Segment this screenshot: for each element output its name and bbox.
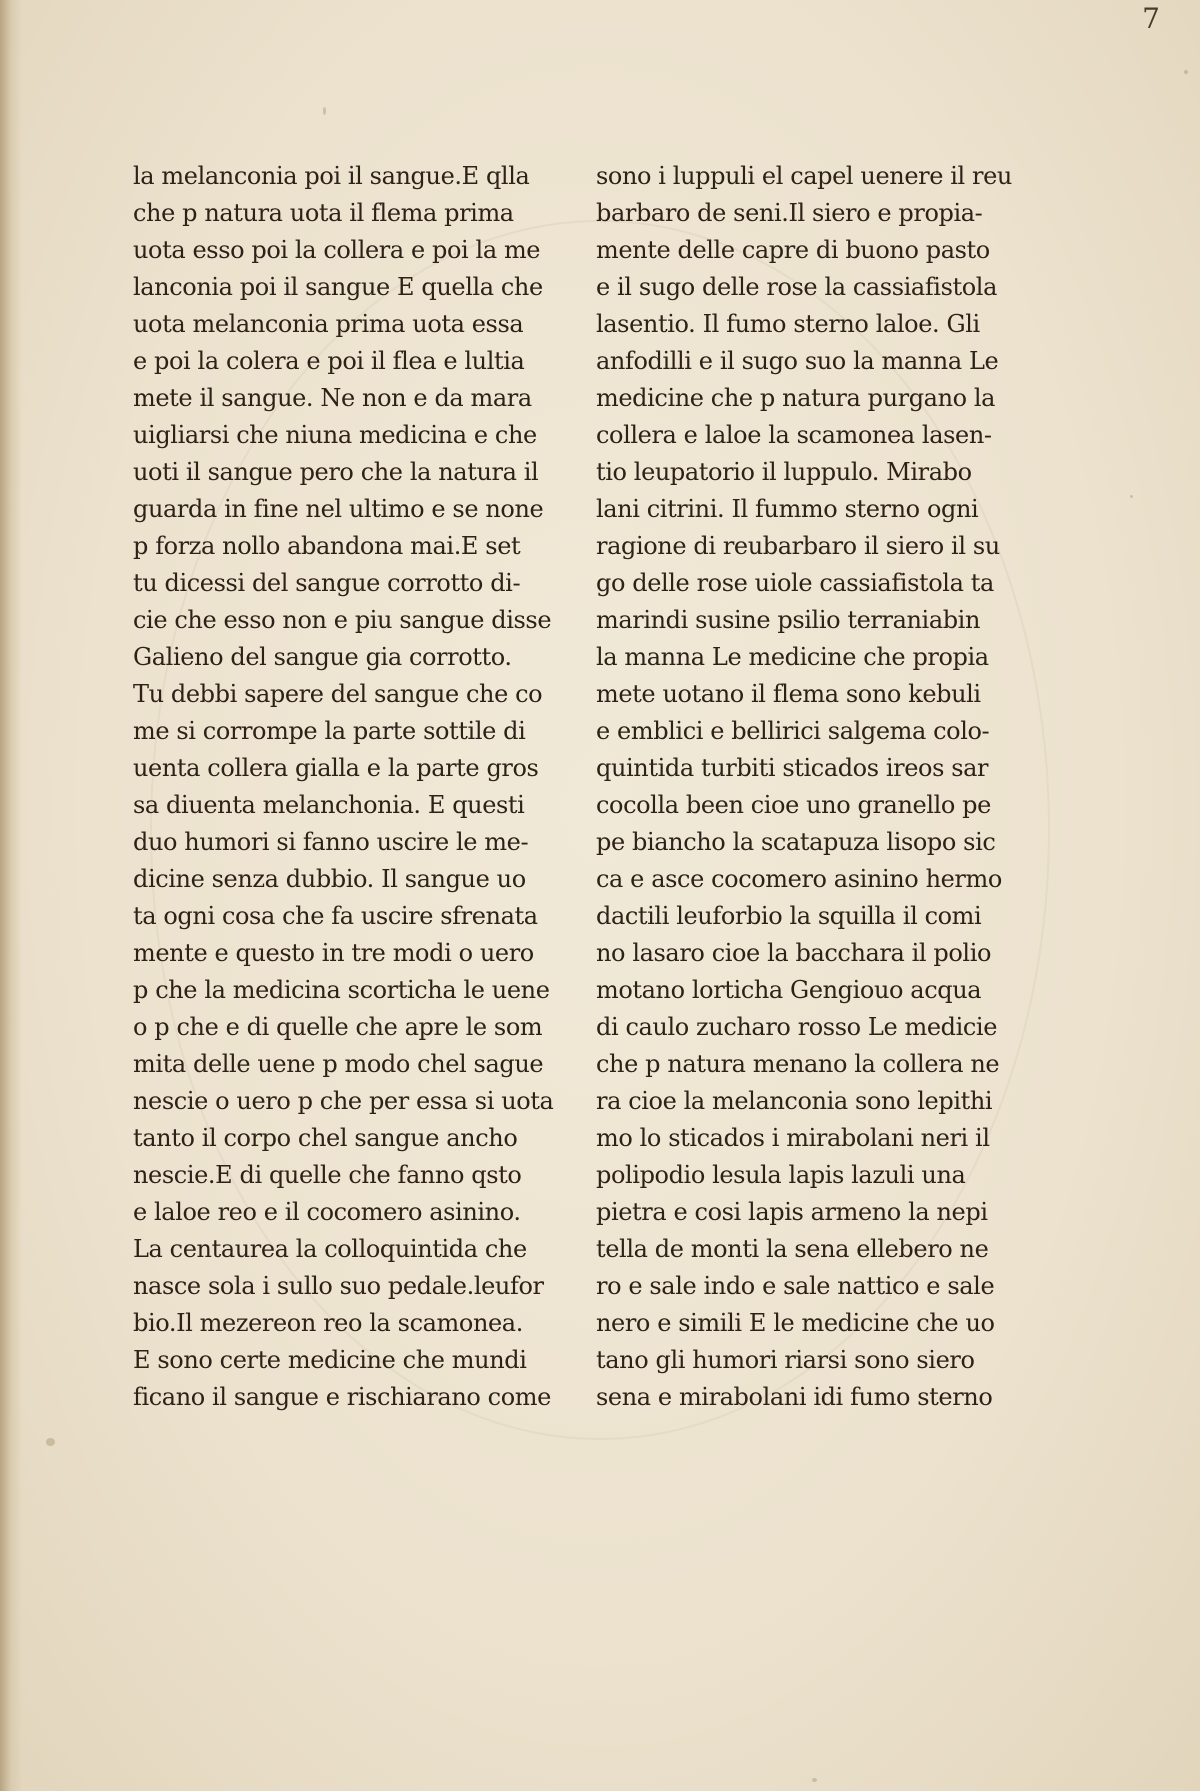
text-line: ta ogni cosa che fa uscire sfrenata [133, 902, 538, 930]
text-line: tanto il corpo chel sangue ancho [133, 1124, 518, 1152]
text-line: nescie o uero p che per essa si uota [133, 1087, 554, 1115]
text-line: ra cioe la melanconia sono lepithi [596, 1087, 993, 1115]
text-line: nero e simili E le medicine che uo [596, 1309, 995, 1337]
text-line: p forza nollo abandona mai.E set [133, 532, 521, 560]
paper-speck [1130, 495, 1133, 498]
text-line: e il sugo delle rose la cassiafistola [596, 273, 997, 301]
text-line: la melanconia poi il sangue.E qlla [133, 162, 530, 190]
text-line: go delle rose uiole cassiafistola ta [596, 569, 994, 597]
text-line: tano gli humori riarsi sono siero [596, 1346, 975, 1374]
paper-speck [46, 1438, 55, 1446]
text-line: medicine che p natura purgano la [596, 384, 996, 412]
text-line: Galieno del sangue gia corrotto. [133, 643, 512, 671]
text-line: e emblici e bellirici salgema colo- [596, 717, 990, 745]
paper-speck [323, 107, 326, 115]
text-line: di caulo zucharo rosso Le medicie [596, 1013, 998, 1041]
text-line: motano lorticha Gengiouo acqua [596, 976, 982, 1004]
text-line: lanconia poi il sangue E quella che [133, 273, 543, 301]
text-line: tio leupatorio il luppulo. Mirabo [596, 458, 972, 486]
text-line: p che la medicina scorticha le uene [133, 976, 550, 1004]
text-line: collera e laloe la scamonea lasen- [596, 421, 992, 449]
text-line: e poi la colera e poi il flea e lultia [133, 347, 525, 375]
text-line: ragione di reubarbaro il siero il su [596, 532, 1000, 560]
text-line: mente delle capre di buono pasto [596, 236, 990, 264]
text-line: che p natura uota il flema prima [133, 199, 514, 227]
text-line: mo lo sticados i mirabolani neri il [596, 1124, 990, 1152]
text-line: bio.Il mezereon reo la scamonea. [133, 1309, 523, 1337]
text-column-right [596, 158, 1012, 1416]
text-line: mita delle uene p modo chel sague [133, 1050, 544, 1078]
text-column-left [133, 158, 554, 1416]
text-line: uota melanconia prima uota essa [133, 310, 524, 338]
text-line: sena e mirabolani idi fumo sterno [596, 1383, 993, 1411]
text-line: mente e questo in tre modi o uero [133, 939, 534, 967]
paper-speck [1184, 70, 1188, 74]
text-line: me si corrompe la parte sottile di [133, 717, 526, 745]
text-line: La centaurea la colloquintida che [133, 1235, 527, 1263]
text-line: Tu debbi sapere del sangue che co [133, 680, 543, 708]
text-line: polipodio lesula lapis lazuli una [596, 1161, 966, 1189]
text-line: pe biancho la scatapuza lisopo sic [596, 828, 996, 856]
text-line: mete il sangue. Ne non e da mara [133, 384, 532, 412]
text-line: anfodilli e il sugo suo la manna Le [596, 347, 999, 375]
text-line: barbaro de seni.Il siero e propia- [596, 199, 983, 227]
text-line: nasce sola i sullo suo pedale.leufor [133, 1272, 544, 1300]
paper-speck [812, 1778, 817, 1782]
text-line: guarda in fine nel ultimo e se none [133, 495, 544, 523]
text-line: E sono certe medicine che mundi [133, 1346, 527, 1374]
folio-number: 7 [1142, 2, 1160, 35]
text-line: cocolla been cioe uno granello pe [596, 791, 991, 819]
text-line: uota esso poi la collera e poi la me [133, 236, 541, 264]
text-line: mete uotano il flema sono kebuli [596, 680, 981, 708]
text-line: marindi susine psilio terraniabin [596, 606, 981, 634]
text-line: tu dicessi del sangue corrotto di- [133, 569, 521, 597]
text-line: e laloe reo e il cocomero asinino. [133, 1198, 521, 1226]
text-line: tella de monti la sena ellebero ne [596, 1235, 989, 1263]
text-line: ro e sale indo e sale nattico e sale [596, 1272, 995, 1300]
text-line: ca e asce cocomero asinino hermo [596, 865, 1002, 893]
text-line: la manna Le medicine che propia [596, 643, 989, 671]
text-line: quintida turbiti sticados ireos sar [596, 754, 989, 782]
text-line: lani citrini. Il fummo sterno ogni [596, 495, 979, 523]
text-line: duo humori si fanno uscire le me- [133, 828, 529, 856]
text-line: o p che e di quelle che apre le som [133, 1013, 543, 1041]
text-line: uoti il sangue pero che la natura il [133, 458, 539, 486]
text-line: ficano il sangue e rischiarano come [133, 1383, 551, 1411]
text-line: sa diuenta melanchonia. E questi [133, 791, 525, 819]
text-line: che p natura menano la collera ne [596, 1050, 1000, 1078]
text-line: pietra e cosi lapis armeno la nepi [596, 1198, 988, 1226]
text-line: uenta collera gialla e la parte gros [133, 754, 539, 782]
text-line: no lasaro cioe la bacchara il polio [596, 939, 992, 967]
text-line: dicine senza dubbio. Il sangue uo [133, 865, 526, 893]
text-line: uigliarsi che niuna medicina e che [133, 421, 537, 449]
text-line: dactili leuforbio la squilla il comi [596, 902, 982, 930]
text-line: cie che esso non e piu sangue disse [133, 606, 552, 634]
text-line: sono i luppuli el capel uenere il reu [596, 162, 1012, 190]
text-line: lasentio. Il fumo sterno laloe. Gli [596, 310, 980, 338]
text-line: nescie.E di quelle che fanno qsto [133, 1161, 522, 1189]
